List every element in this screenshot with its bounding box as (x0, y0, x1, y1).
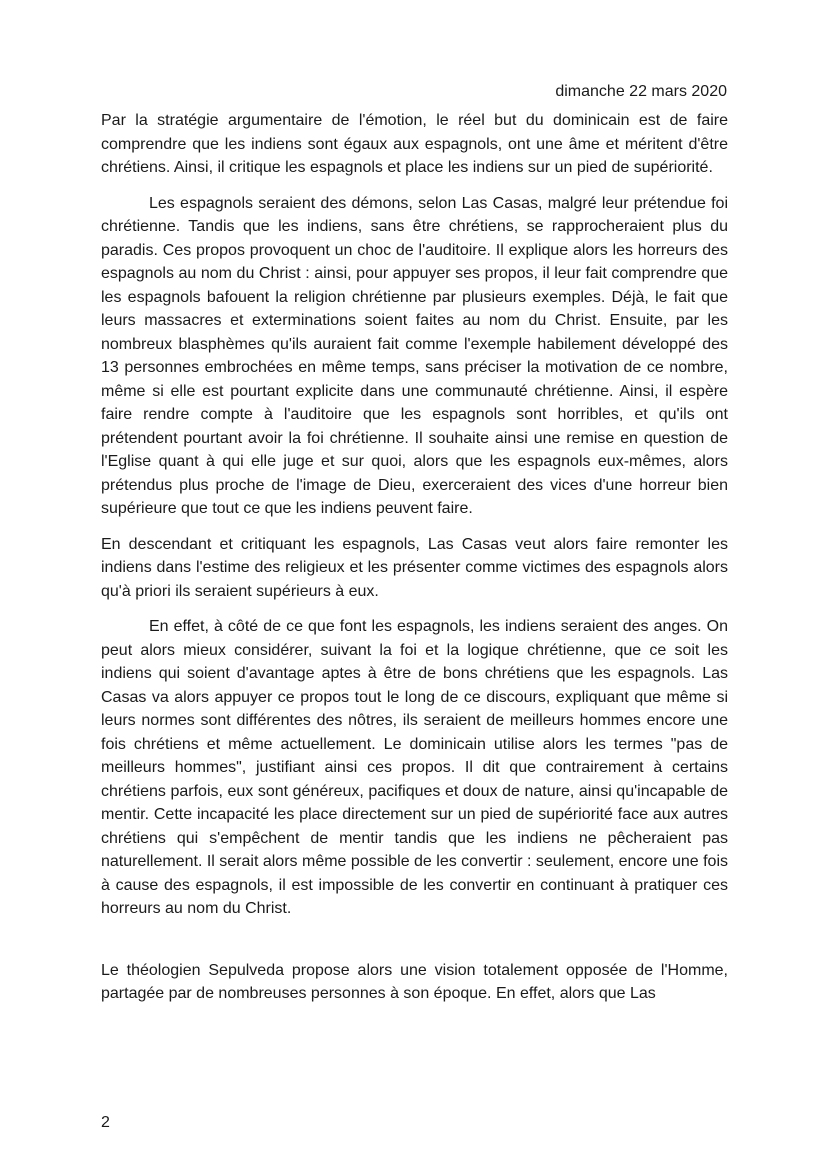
page-number: 2 (101, 1114, 110, 1131)
paragraph-4: En effet, à côté de ce que font les espagnols, les indiens seraient des anges. On peut alors mieux considérer, suivant la foi et la logique chrétienne, que ce soit les indiens qui soient d'avantage aptes à être de bons chrétiens que les espagnols. Las Casas va alors appuyer ce propos tout le long de ce discours, expliquant que même si leurs normes sont différentes des nôtres, ils seraient de meilleurs hommes encore une fois chrétiens et même actuellement. Le dominicain utilise alors les termes "pas de meilleurs hommes", justifiant ainsi ces propos. Il dit que contrairement à certains chrétiens parfois, eux sont généreux, pacifiques et doux de nature, ainsi qu'incapable de mentir. Cette incapacité les place directement sur un pied de supériorité face aux autres chrétiens qui s'empêchent de mentir tandis que les indiens ne pêcheraient pas naturellement. Il serait alors même possible de les convertir : seulement, encore une fois à cause des espagnols, il est impossible de les convertir en continuant à pratiquer ces horreurs au nom du Christ. (101, 618, 728, 917)
document-body (101, 109, 728, 1018)
paragraph-3: En descendant et critiquant les espagnols, Las Casas veut alors faire remonter les indiens dans l'estime des religieux et les présenter comme victimes des espagnols alors qu'à priori ils seraient supérieurs à eux. (101, 535, 728, 600)
paragraph-5: Le théologien Sepulveda propose alors une vision totalement opposée de l'Homme, partagée par de nombreuses personnes à son époque. En effet, alors que Las (101, 961, 728, 1002)
paragraph-1: Par la stratégie argumentaire de l'émotion, le réel but du dominicain est de faire comprendre que les indiens sont égaux aux espagnols, ont une âme et méritent d'être chrétiens. Ainsi, il critique les espagnols et place les indiens sur un pied de supériorité. (101, 112, 728, 176)
document-date: dimanche 22 mars 2020 (555, 83, 727, 100)
paragraph-2: Les espagnols seraient des démons, selon Las Casas, malgré leur prétendue foi chrétienne. Tandis que les indiens, sans être chrétiens, se rapprocheraient plus du paradis. Ces propos provoquent un choc de l'auditoire. Il explique alors les horreurs des espagnols au nom du Christ : ainsi, pour appuyer ses propos, il leur fait comprendre que les espagnols bafouent la religion chrétienne par plusieurs exemples. Déjà, le fait que leurs massacres et exterminations soient faites au nom du Christ. Ensuite, par les nombreux blasphèmes qu'ils auraient fait comme l'exemple habilement développé des 13 personnes embrochées en même temps, sans préciser la motivation de ce nombre, même si elle est pourtant explicite dans une communauté chrétienne. Ainsi, il espère faire rendre compte à l'auditoire que les espagnols sont horribles, et qu'ils ont prétendent pourtant avoir la foi chrétienne. Il souhaite ainsi une remise en question de l'Eglise quant à qui elle juge et sur quoi, alors que les espagnols eux-mêmes, alors prétendus plus proche de l'image de Dieu, exerceraient des vices d'une horreur bien supérieure que tout ce que les indiens peuvent faire. (101, 194, 728, 517)
